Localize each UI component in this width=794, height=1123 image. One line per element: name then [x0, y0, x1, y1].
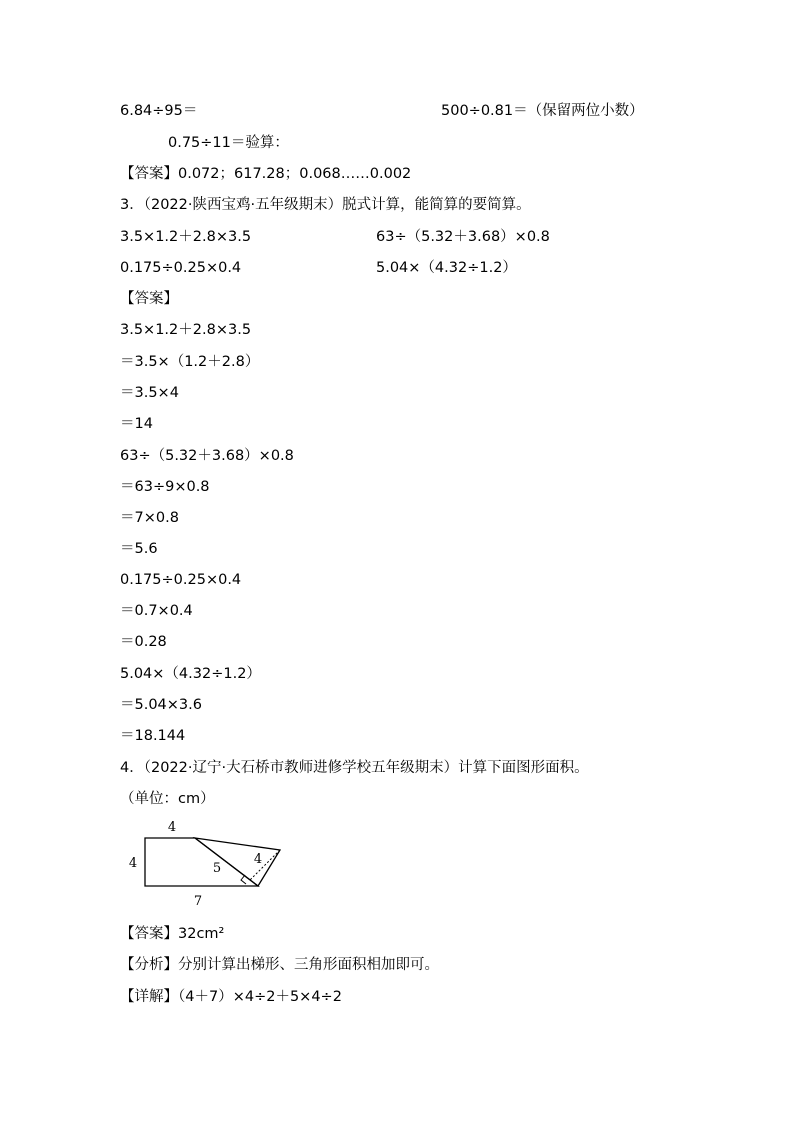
- top-side-label: 4: [167, 820, 177, 835]
- trapezoid-triangle-diagram: [120, 818, 290, 912]
- height-label: 4: [253, 852, 263, 867]
- problem-line: 63÷（5.32＋3.68）×0.8: [376, 229, 550, 245]
- unit-note: （单位：cm）: [120, 791, 215, 807]
- problem-line: 500÷0.81＝（保留两位小数）: [441, 103, 644, 119]
- solution-step: ＝0.28: [120, 634, 167, 650]
- analysis-line: 【分析】分别计算出梯形、三角形面积相加即可。: [120, 957, 439, 973]
- composite-figure: [120, 818, 290, 916]
- solution-step: ＝63÷9×0.8: [120, 479, 210, 495]
- solution-step: ＝18.144: [120, 728, 186, 744]
- solution-step: ＝5.04×3.6: [120, 697, 202, 713]
- solution-step: ＝7×0.8: [120, 510, 179, 526]
- solution-step: 3.5×1.2＋2.8×3.5: [120, 322, 252, 338]
- solution-step: ＝0.7×0.4: [120, 603, 193, 619]
- question-heading: 3．（2022·陕西宝鸡·五年级期末）脱式计算，能简算的要简算。: [120, 197, 531, 213]
- question-heading: 4．（2022·辽宁·大石桥市教师进修学校五年级期末）计算下面图形面积。: [120, 760, 589, 776]
- problem-line: 0.175÷0.25×0.4: [120, 260, 242, 276]
- problem-line: 0.75÷11＝验算：: [168, 135, 289, 151]
- solution-step: 0.175÷0.25×0.4: [120, 572, 242, 588]
- solution-step: ＝14: [120, 416, 153, 432]
- solution-step: ＝3.5×（1.2＋2.8）: [120, 354, 260, 370]
- diagonal-label: 5: [212, 861, 222, 876]
- answer-line: 【答案】32cm²: [120, 926, 225, 942]
- problem-line: 3.5×1.2＋2.8×3.5: [120, 229, 252, 245]
- answer-line: 【答案】0.072；617.28；0.068……0.002: [120, 166, 412, 182]
- solution-step: 63÷（5.32＋3.68）×0.8: [120, 448, 294, 464]
- problem-line: 5.04×（4.32÷1.2）: [376, 260, 517, 276]
- triangle-shape: [195, 838, 280, 886]
- solution-step: ＝3.5×4: [120, 385, 179, 401]
- trapezoid-shape: [145, 838, 258, 886]
- bottom-side-label: 7: [193, 894, 203, 909]
- solution-step: ＝5.6: [120, 541, 158, 557]
- answer-label: 【答案】: [120, 291, 178, 307]
- left-side-label: 4: [128, 856, 138, 871]
- solution-step: 5.04×（4.32÷1.2）: [120, 666, 261, 682]
- problem-line: 6.84÷95＝: [120, 103, 198, 119]
- detail-line: 【详解】（4＋7）×4÷2＋5×4÷2: [120, 989, 342, 1005]
